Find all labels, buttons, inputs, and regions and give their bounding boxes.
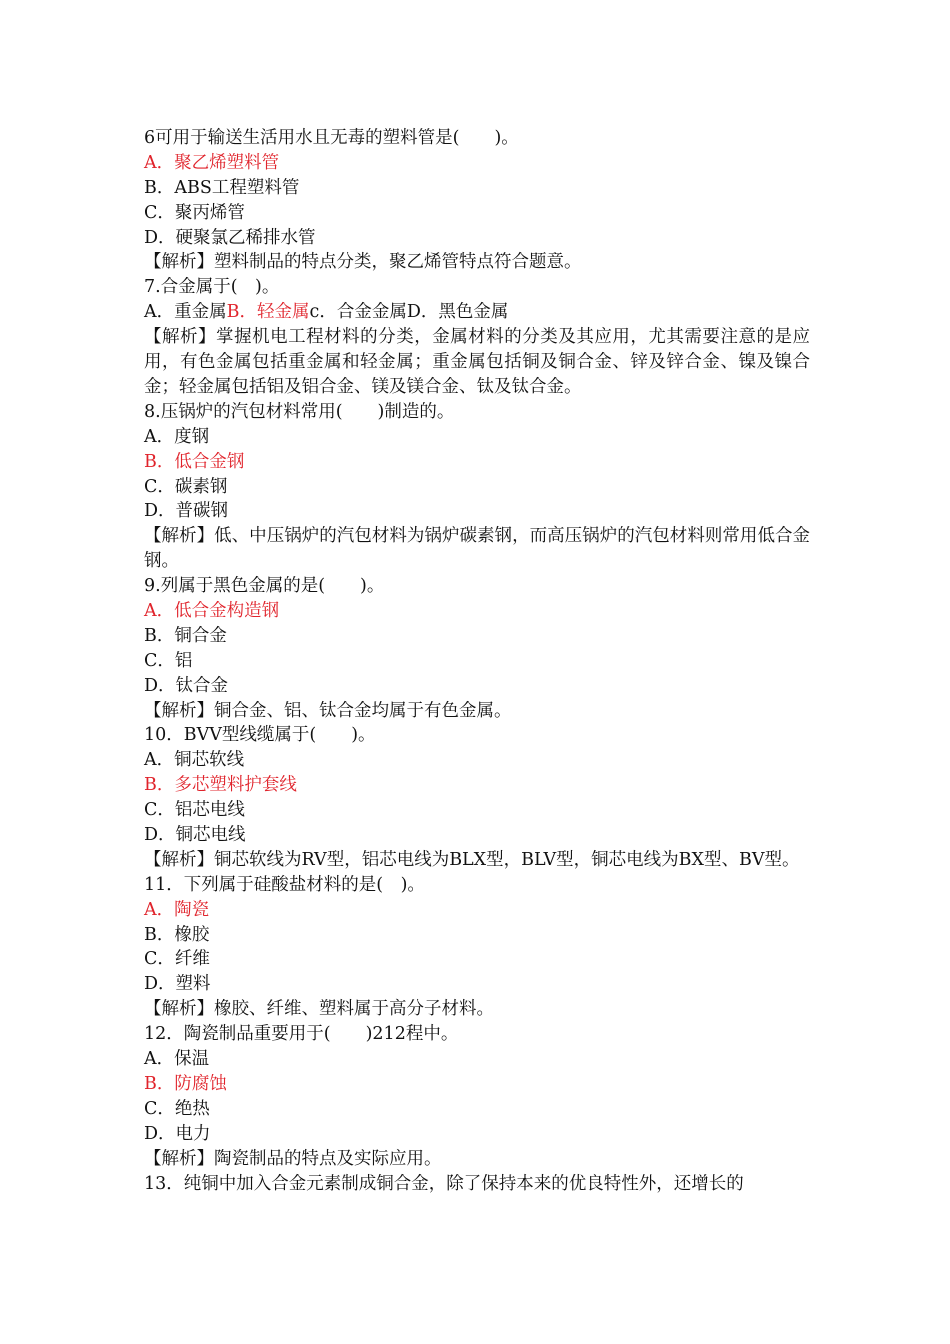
q6-analysis: 【解析】塑料制品的特点分类，聚乙烯管特点符合题意。: [144, 252, 582, 273]
question-6: 6可用于输送生活用水且无毒的塑料管是( )。: [144, 128, 519, 148]
q11-analysis: 【解析】橡胶、纤维、塑料属于高分子材料。: [144, 999, 494, 1020]
q11-option-d: D．塑料: [144, 974, 211, 995]
q12-option-a: A．保温: [144, 1049, 210, 1070]
q6-option-a-answer: A．聚乙烯塑料管: [144, 152, 280, 173]
q9-option-d: D．钛合金: [144, 675, 229, 696]
q11-option-b: B．橡胶: [144, 924, 210, 945]
q9-option-b: B．铜合金: [144, 625, 227, 646]
q7-option-c: c．合金金属: [309, 302, 407, 323]
q12-option-c: C．绝热: [144, 1098, 210, 1119]
question-10: 10．BVV型线缆属于( )。: [144, 725, 376, 746]
q10-analysis: 【解析】铜芯软线为RV型，铝芯电线为BLX型，BLV型，铜芯电线为BX型、BV型。: [144, 849, 800, 870]
question-11: 11．下列属于硅酸盐材料的是( )。: [144, 874, 425, 895]
q7-analysis: 【解析】掌握机电工程材料的分类，金属材料的分类及其应用，尤其需要注意的是应用，有色金属包括重金属和轻金属；重金属包括铜及铜合金、锌及锌合金、镍及镍合金；轻金属包括铝及铝合金、镁及镁合金、钛及钛合金。: [144, 327, 810, 397]
q9-analysis: 【解析】铜合金、铝、钛合金均属于有色金属。: [144, 700, 512, 721]
q10-option-a: A．铜芯软线: [144, 750, 245, 771]
q7-option-d: D．黑色金属: [406, 302, 509, 323]
question-8: 8.压锅炉的汽包材料常用( )制造的。: [144, 401, 455, 422]
q8-option-b-answer: B．低合金钢: [144, 451, 245, 472]
q7-option-b-answer: B．轻金属: [226, 302, 310, 323]
question-9: 9.列属于黑色金属的是( )。: [144, 576, 385, 597]
q12-analysis: 【解析】陶瓷制品的特点及实际应用。: [144, 1148, 442, 1169]
question-13: 13．纯铜中加入合金元素制成铜合金，除了保持本来的优良特性外，还增长的: [144, 1173, 744, 1194]
question-12: 12．陶瓷制品重要用于( )212程中。: [144, 1024, 459, 1045]
q6-option-d: D．硬聚氯乙稀排水管: [144, 227, 316, 248]
q10-option-b-answer: B．多芯塑料护套线: [144, 775, 297, 796]
q7-options-row: [144, 300, 810, 325]
q10-option-d: D．铜芯电线: [144, 825, 246, 846]
q6-option-c: C．聚丙烯管: [144, 202, 245, 223]
q11-option-a-answer: A．陶瓷: [144, 899, 210, 920]
q10-option-c: C．铝芯电线: [144, 800, 245, 821]
q6-option-b: B．ABS工程塑料管: [144, 177, 300, 198]
question-7: 7.合金属于( )。: [144, 277, 280, 298]
q12-option-d: D．电力: [144, 1123, 211, 1144]
q8-option-d: D．普碳钢: [144, 501, 229, 522]
q8-option-a: A．度钢: [144, 426, 210, 447]
document-body: [144, 126, 810, 1196]
q11-option-c: C．纤维: [144, 949, 210, 970]
q12-option-b-answer: B．防腐蚀: [144, 1073, 227, 1094]
q9-option-a-answer: A．低合金构造钢: [144, 601, 280, 621]
q7-option-a: A．重金属: [144, 302, 227, 323]
q8-analysis: 【解析】低、中压锅炉的汽包材料为锅炉碳素钢，而高压锅炉的汽包材料则常用低合金钢。: [144, 526, 810, 572]
q8-option-c: C．碳素钢: [144, 476, 228, 497]
q9-option-c: C．铝: [144, 650, 193, 671]
